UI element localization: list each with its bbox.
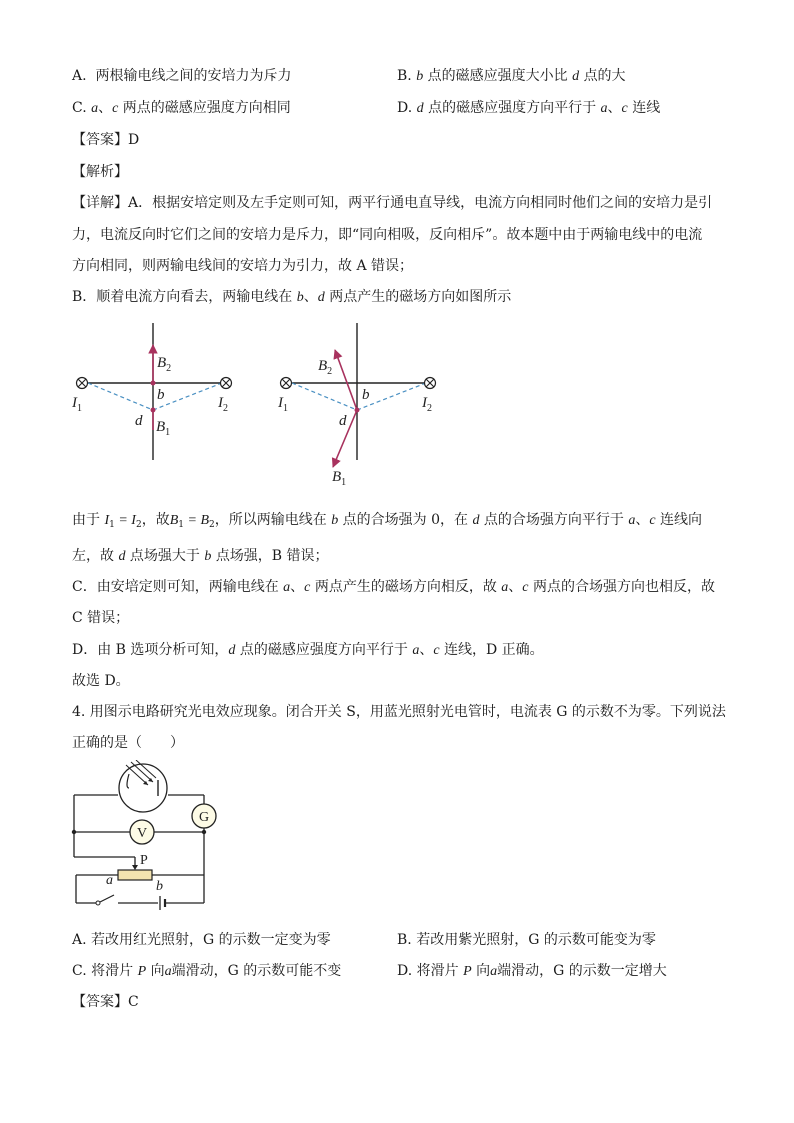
option-b bbox=[397, 66, 626, 87]
point-d bbox=[151, 408, 156, 413]
magnetic-field-figure-1 bbox=[60, 315, 260, 470]
rheostat bbox=[118, 870, 152, 880]
text: 连线，D 正确。 bbox=[444, 642, 544, 658]
after-line-1 bbox=[72, 510, 702, 535]
dashed-line-left bbox=[88, 383, 153, 410]
text: 向 bbox=[476, 963, 491, 979]
option-label: C. bbox=[72, 100, 87, 116]
option-d bbox=[397, 98, 660, 119]
text: D．由 B 选项分析可知， bbox=[72, 642, 229, 658]
text: ，所以两输电线在 bbox=[214, 512, 327, 528]
svg-text:V: V bbox=[136, 826, 148, 841]
label-i2: $I_2$ bbox=[218, 395, 228, 414]
var: d bbox=[317, 290, 325, 305]
arrow-b2 bbox=[335, 350, 357, 410]
after-line-6: 故选 D。 bbox=[72, 673, 130, 689]
slider-arrow-icon bbox=[132, 865, 138, 870]
var: d bbox=[416, 101, 424, 116]
sub: 2 bbox=[209, 520, 215, 530]
text: 两点的合场强方向也相反，故 bbox=[532, 579, 715, 595]
label-b: b bbox=[156, 879, 163, 894]
option-text: 点的磁感应强度大小比 bbox=[427, 68, 568, 84]
var: d bbox=[228, 643, 236, 658]
text: 端滑动，G 的示数可能不变 bbox=[171, 963, 342, 979]
var: a bbox=[490, 964, 498, 979]
galvanometer-icon bbox=[192, 804, 216, 828]
sub: 1 bbox=[178, 520, 184, 530]
text: 向 bbox=[150, 963, 165, 979]
q4-option-b: B. 若改用紫光照射，G 的示数可能变为零 bbox=[397, 932, 656, 948]
var: a bbox=[501, 580, 509, 595]
text: 两点产生的磁场方向如图所示 bbox=[329, 289, 512, 305]
sep: 、 bbox=[419, 642, 434, 658]
label-b: b bbox=[157, 387, 165, 403]
var: a bbox=[600, 101, 608, 116]
var: b bbox=[416, 69, 424, 84]
analysis-label: 【解析】 bbox=[72, 164, 128, 180]
label-b1: $B_1$ bbox=[156, 419, 171, 438]
var: = B bbox=[184, 513, 209, 528]
var: c bbox=[621, 101, 628, 116]
q4-option-a: A. 若改用红光照射，G 的示数一定变为零 bbox=[72, 932, 331, 948]
after-line-3 bbox=[72, 577, 715, 598]
label-b2: $B_2$ bbox=[157, 355, 172, 374]
q4-option-c bbox=[72, 961, 341, 982]
option-a bbox=[72, 66, 291, 86]
text: 左，故 bbox=[72, 548, 114, 564]
label-i1: $I_1$ bbox=[278, 395, 288, 414]
text: C. 将滑片 bbox=[72, 963, 134, 979]
label-p: P bbox=[140, 853, 148, 868]
text: D. 将滑片 bbox=[397, 963, 459, 979]
after-line-4: C 错误； bbox=[72, 610, 130, 626]
q4-answer-line bbox=[72, 992, 139, 1012]
text: 端滑动，G 的示数一定增大 bbox=[497, 963, 667, 979]
text: ，故 bbox=[141, 512, 170, 528]
answer-label: 【答案】 bbox=[72, 132, 128, 148]
after-line-2 bbox=[72, 546, 329, 567]
current-in-icon bbox=[281, 378, 292, 389]
var: P bbox=[463, 964, 472, 979]
after-line-5 bbox=[72, 640, 544, 661]
switch-icon bbox=[96, 895, 114, 905]
sep: 、 bbox=[607, 100, 622, 116]
var: P bbox=[137, 964, 147, 979]
point-b bbox=[151, 381, 156, 386]
text: C．由安培定则可知，两输电线在 bbox=[72, 579, 279, 595]
sep: 、 bbox=[303, 289, 318, 305]
option-text: 两点的磁感应强度方向相同 bbox=[122, 100, 291, 116]
current-in-icon bbox=[221, 378, 232, 389]
var: = I bbox=[114, 513, 136, 528]
magnetic-field-figure-2 bbox=[270, 315, 470, 490]
point-d bbox=[355, 408, 360, 413]
var: b bbox=[204, 549, 212, 564]
voltmeter-icon bbox=[130, 820, 154, 844]
sep: 、 bbox=[98, 100, 113, 116]
q4-stem-1: 4. 用图示电路研究光电效应现象。闭合开关 S，用蓝光照射光电管时，电流表 G 的示数不为零。下列说法 bbox=[72, 704, 726, 720]
battery-icon bbox=[160, 896, 165, 910]
option-label: D. bbox=[397, 100, 413, 116]
text: B．顺着电流方向看去，两输电线在 bbox=[72, 289, 293, 305]
text: 两点产生的磁场方向相反，故 bbox=[314, 579, 497, 595]
label-i1: $I_1$ bbox=[72, 395, 82, 414]
sub: 2 bbox=[135, 520, 142, 530]
text: 点场强大于 bbox=[129, 548, 200, 564]
option-text: 点的磁感应强度方向平行于 bbox=[428, 100, 597, 116]
q4-option-d bbox=[397, 961, 667, 982]
var: b bbox=[296, 290, 304, 305]
option-text: 点的大 bbox=[583, 68, 626, 84]
var: a bbox=[412, 643, 420, 658]
var: c bbox=[304, 580, 311, 595]
var: a bbox=[164, 964, 172, 979]
option-text: 两根输电线之间的安培力为斥力 bbox=[95, 68, 292, 84]
option-label: B. bbox=[397, 68, 412, 84]
q4-stem-2: 正确的是（ ） bbox=[72, 735, 184, 751]
detail-line-2: 力，电流反向时它们之间的安培力是斥力，即“同向相吸，反向相斥”。故本题中由于两输电线中的电流 bbox=[72, 227, 703, 243]
label-d: d bbox=[135, 413, 143, 429]
sep: 、 bbox=[290, 579, 305, 595]
option-text: 连线 bbox=[632, 100, 661, 116]
label-a: a bbox=[106, 873, 113, 888]
var: c bbox=[112, 101, 119, 116]
photoelectric-circuit-diagram bbox=[66, 760, 226, 920]
text: 点场强，B 错误； bbox=[215, 548, 329, 564]
label-b1: $B_1$ bbox=[332, 469, 347, 488]
dashed-line-left bbox=[292, 383, 357, 410]
answer-value: C bbox=[128, 994, 139, 1010]
option-c bbox=[72, 98, 291, 119]
var: a bbox=[283, 580, 291, 595]
label-b2: $B_2$ bbox=[318, 358, 333, 377]
sub: 1 bbox=[109, 520, 115, 530]
answer-value: D bbox=[128, 132, 140, 148]
label-i2: $I_2$ bbox=[422, 395, 432, 414]
var: I bbox=[104, 513, 110, 528]
text: 连线向 bbox=[660, 512, 703, 528]
detail-line-4 bbox=[72, 287, 511, 308]
var: c bbox=[522, 580, 529, 595]
detail-line-3: 方向相同，则两输电线间的安培力为引力，故 A 错误； bbox=[72, 258, 414, 274]
text: 点的合场强方向平行于 bbox=[483, 512, 624, 528]
text: 点的磁感应强度方向平行于 bbox=[239, 642, 408, 658]
detail-line-1: 【详解】A．根据安培定则及左手定则可知，两平行通电直导线，电流方向相同时他们之间的安培力是引 bbox=[72, 195, 713, 211]
var: c bbox=[433, 643, 440, 658]
text: 点的合场强为 0，在 bbox=[342, 512, 468, 528]
var: d bbox=[572, 69, 580, 84]
current-in-icon bbox=[77, 378, 88, 389]
label-d: d bbox=[339, 413, 347, 429]
sep: 、 bbox=[635, 512, 650, 528]
var: c bbox=[649, 513, 656, 528]
var: B bbox=[169, 513, 179, 528]
label-b: b bbox=[362, 387, 370, 403]
var: a bbox=[91, 101, 99, 116]
option-label: A. bbox=[72, 68, 87, 84]
answer-line bbox=[72, 130, 139, 150]
var: d bbox=[118, 549, 126, 564]
answer-label: 【答案】 bbox=[72, 994, 128, 1010]
photocell-icon bbox=[119, 760, 167, 812]
var: d bbox=[472, 513, 480, 528]
var: a bbox=[628, 513, 636, 528]
svg-text:G: G bbox=[198, 810, 210, 825]
var: b bbox=[331, 513, 339, 528]
text: 由于 bbox=[72, 512, 100, 528]
current-in-icon bbox=[425, 378, 436, 389]
sep: 、 bbox=[508, 579, 523, 595]
